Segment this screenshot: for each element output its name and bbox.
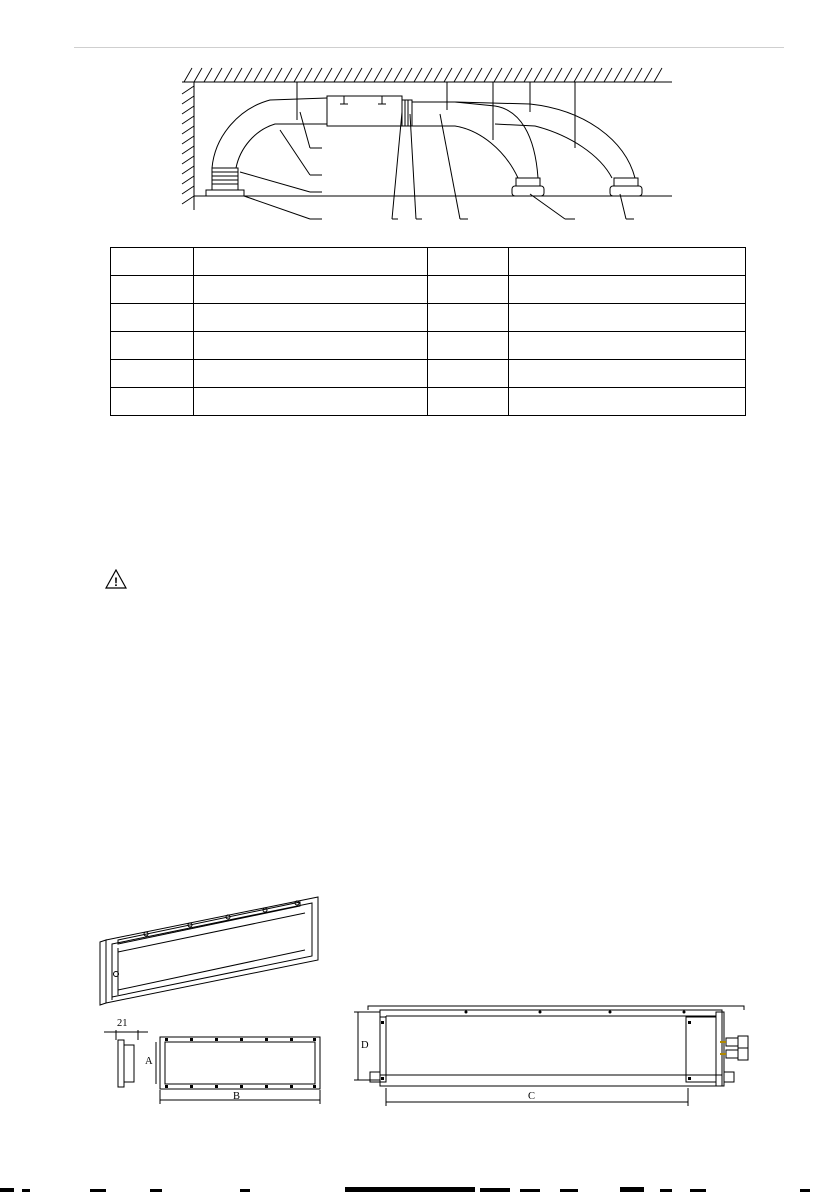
table-row <box>111 276 746 304</box>
warning-triangle-icon <box>105 569 127 589</box>
unit-length-label: C <box>528 1091 536 1102</box>
return-duct-inner <box>236 124 327 168</box>
supply-duct-2-outer <box>455 102 635 178</box>
svg-text:!: ! <box>114 575 118 589</box>
table-row <box>111 388 746 416</box>
return-grille <box>206 190 244 196</box>
supply-duct-1-outer <box>412 102 538 178</box>
supply-diffuser-1 <box>512 186 544 196</box>
spec-table <box>110 247 746 416</box>
indoor-unit <box>327 96 402 126</box>
ceiling-hatch <box>184 68 662 82</box>
supply-duct-1-inner <box>412 126 518 178</box>
unit-height-label: D <box>361 1040 369 1051</box>
installation-diagram <box>0 0 840 240</box>
flange-thickness-label: 21 <box>117 1018 128 1029</box>
supply-duct-2-inner <box>495 124 612 178</box>
cropped-text-strip <box>0 1186 840 1192</box>
wall-hatch <box>182 86 194 204</box>
table-row <box>111 248 746 276</box>
table-row <box>111 304 746 332</box>
table-row <box>111 332 746 360</box>
flange-height-label: A <box>145 1056 153 1067</box>
flange-width-label: B <box>233 1091 241 1102</box>
table-row <box>111 360 746 388</box>
return-duct-outer <box>212 98 327 168</box>
supply-diffuser-2 <box>610 186 642 196</box>
